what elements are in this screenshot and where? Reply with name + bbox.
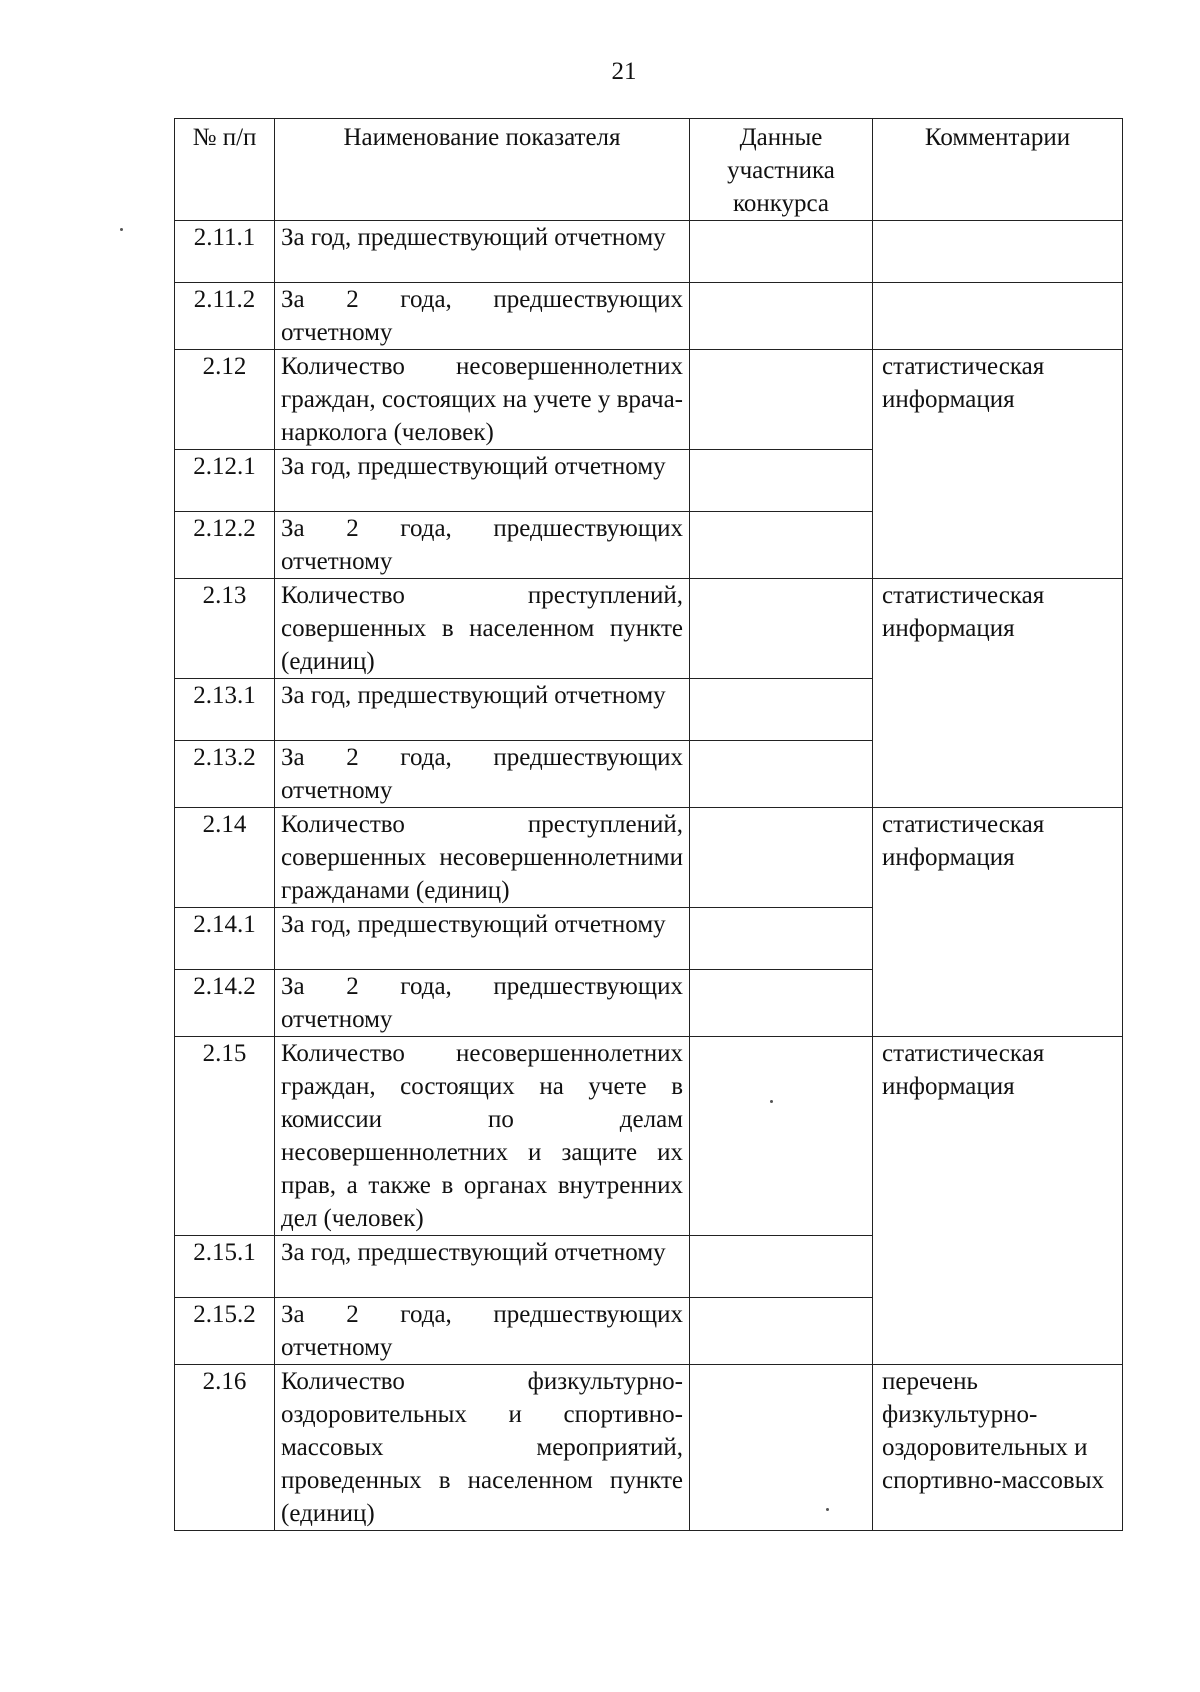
indicators-table — [174, 118, 1123, 1531]
participant-data-cell[interactable] — [690, 1298, 873, 1365]
indicator-name: За год, предшествующий отчетному — [275, 908, 690, 970]
row-number: 2.14 — [175, 808, 275, 908]
row-number: 2.15 — [175, 1037, 275, 1236]
comment-cell: статистическая информация — [873, 1037, 1123, 1365]
indicator-name: Количество несовершеннолетних граждан, состоящих на учете у врача-нарколога (человек) — [275, 350, 690, 450]
indicator-name: Количество несовершеннолетних граждан, состоящих на учете в комиссии по делам несовершеннолетних и защите их прав, а также в органах внутренних дел (человек) — [275, 1037, 690, 1236]
indicator-name: За 2 года, предшествующих отчетному — [275, 283, 690, 350]
row-number: 2.11.1 — [175, 221, 275, 283]
table-header-row — [175, 119, 1123, 221]
comment-cell: статистическая информация — [873, 350, 1123, 579]
participant-data-cell[interactable] — [690, 512, 873, 579]
row-number: 2.12.2 — [175, 512, 275, 579]
indicator-name: За 2 года, предшествующих отчетному — [275, 970, 690, 1037]
indicator-name: Количество физкультурно-оздоровительных и спортивно-массовых мероприятий, проведенных в населенном пункте (единиц) — [275, 1365, 690, 1531]
table-row — [175, 579, 1123, 679]
table-row — [175, 350, 1123, 450]
participant-data-cell[interactable] — [690, 450, 873, 512]
table-row — [175, 221, 1123, 283]
scan-speck — [770, 1100, 773, 1103]
participant-data-cell[interactable] — [690, 350, 873, 450]
header-indicator-name: Наименование показателя — [275, 119, 690, 221]
participant-data-cell[interactable] — [690, 1365, 873, 1531]
indicator-name: Количество преступлений, совершенных в населенном пункте (единиц) — [275, 579, 690, 679]
comment-cell — [873, 221, 1123, 283]
header-number: № п/п — [175, 119, 275, 221]
row-number: 2.13.1 — [175, 679, 275, 741]
row-number: 2.12 — [175, 350, 275, 450]
header-participant-data: Данные участника конкурса — [690, 119, 873, 221]
participant-data-cell[interactable] — [690, 579, 873, 679]
participant-data-cell[interactable] — [690, 970, 873, 1037]
indicator-name: За 2 года, предшествующих отчетному — [275, 741, 690, 808]
indicator-name: За 2 года, предшествующих отчетному — [275, 1298, 690, 1365]
participant-data-cell[interactable] — [690, 221, 873, 283]
scan-speck — [826, 1508, 829, 1511]
table-row — [175, 1037, 1123, 1236]
indicator-name: За 2 года, предшествующих отчетному — [275, 512, 690, 579]
indicator-name: За год, предшествующий отчетному — [275, 1236, 690, 1298]
indicator-name: За год, предшествующий отчетному — [275, 679, 690, 741]
indicator-name: Количество преступлений, совершенных несовершеннолетними гражданами (единиц) — [275, 808, 690, 908]
row-number: 2.13 — [175, 579, 275, 679]
row-number: 2.15.1 — [175, 1236, 275, 1298]
indicator-name: За год, предшествующий отчетному — [275, 221, 690, 283]
participant-data-cell[interactable] — [690, 1037, 873, 1236]
row-number: 2.12.1 — [175, 450, 275, 512]
scan-speck — [120, 228, 123, 231]
participant-data-cell[interactable] — [690, 908, 873, 970]
participant-data-cell[interactable] — [690, 1236, 873, 1298]
comment-cell: статистическая информация — [873, 808, 1123, 1037]
comment-cell: перечень физкультурно-оздоровительных и спортивно-массовых — [873, 1365, 1123, 1531]
header-comments: Комментарии — [873, 119, 1123, 221]
table-row — [175, 283, 1123, 350]
participant-data-cell[interactable] — [690, 283, 873, 350]
indicator-name: За год, предшествующий отчетному — [275, 450, 690, 512]
row-number: 2.15.2 — [175, 1298, 275, 1365]
row-number: 2.16 — [175, 1365, 275, 1531]
row-number: 2.11.2 — [175, 283, 275, 350]
table-row — [175, 808, 1123, 908]
participant-data-cell[interactable] — [690, 679, 873, 741]
row-number: 2.13.2 — [175, 741, 275, 808]
table-row — [175, 1365, 1123, 1531]
page-number: 21 — [611, 58, 637, 85]
row-number: 2.14.2 — [175, 970, 275, 1037]
comment-cell: статистическая информация — [873, 579, 1123, 808]
comment-cell — [873, 283, 1123, 350]
participant-data-cell[interactable] — [690, 808, 873, 908]
participant-data-cell[interactable] — [690, 741, 873, 808]
row-number: 2.14.1 — [175, 908, 275, 970]
